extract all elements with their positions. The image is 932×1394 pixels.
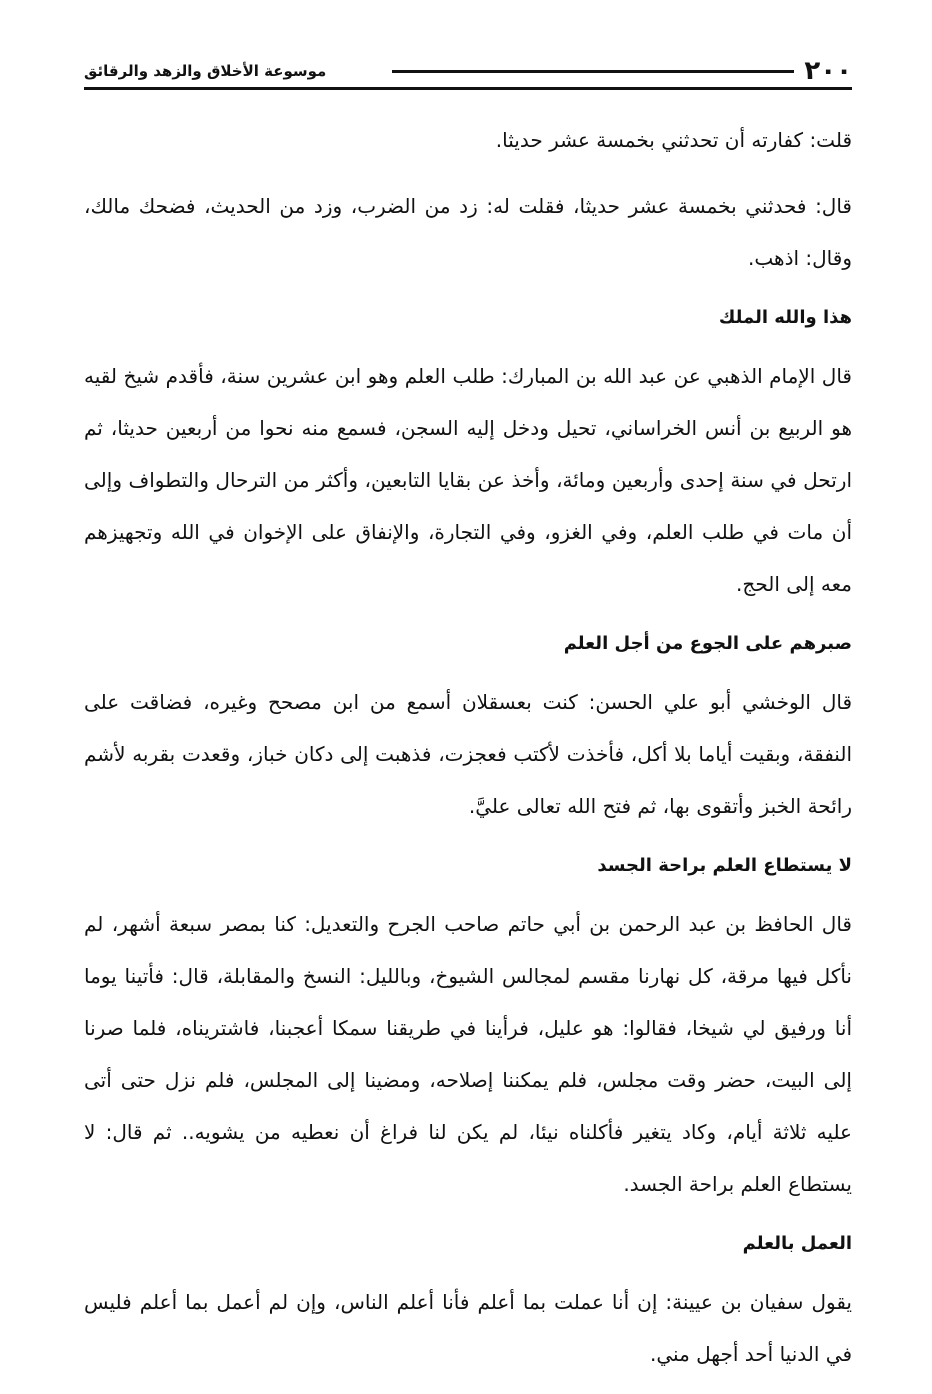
section-heading: صبرهم على الجوع من أجل العلم — [563, 633, 852, 654]
paragraph: قال الوخشي أبو علي الحسن: كنت بعسقلان أسمع من ابن مصحح وغيره، فضاقت على النفقة، وبقيت أياما بلا أكل، فأخذت لأكتب فعجزت، فذهبت إلى دكان خباز، وقعدت بقربه لأشم رائحة الخبز وأتقوى بها، ثم فتح الله تعالى عليَّ. — [84, 690, 852, 818]
book-title: موسوعة الأخلاق والزهد والرقائق — [84, 62, 327, 80]
paragraph: يقول سفيان بن عيينة: إن أنا عملت بما أعلم فأنا أعلم الناس، وإن لم أعمل بما أعلم فليس في الدنيا أحد أجهل مني. — [84, 1290, 852, 1366]
section-heading: العمل بالعلم — [742, 1233, 852, 1254]
page-header — [84, 52, 852, 92]
page-content — [84, 114, 852, 1394]
section-heading: لا يستطاع العلم براحة الجسد — [597, 855, 852, 876]
paragraph: قال الإمام الذهبي عن عبد الله بن المبارك: طلب العلم وهو ابن عشرين سنة، فأقدم شيخ لقيه هو الربيع بن أنس الخراساني، تحيل ودخل إليه السجن، فسمع منه نحوا من أربعين حديثا، ثم ارتحل في سنة إحدى وأربعين ومائة، وأخذ عن بقايا التابعين، وأكثر من الترحال والتطواف وإلى أن مات في طلب العلم، وفي الغزو، وفي التجارة، والإنفاق على الإخوان في الله وتجهيزهم معه إلى الحج. — [84, 364, 852, 596]
paragraph: قال: فحدثني بخمسة عشر حديثا، فقلت له: زد من الضرب، وزد من الحديث، فضحك مالك، وقال: اذهب. — [84, 194, 852, 270]
paragraph: قال الحافظ بن عبد الرحمن بن أبي حاتم صاحب الجرح والتعديل: كنا بمصر سبعة أشهر، لم نأكل فيها مرقة، كل نهارنا مقسم لمجالس الشيوخ، وبالليل: النسخ والمقابلة، قال: فأتينا يوما أنا ورفيق لي شيخا، فقالوا: هو عليل، فرأينا في طريقنا سمكا أعجبنا، فاشتريناه، فلما صرنا إلى البيت، حضر وقت مجلس، فلم يمكننا إصلاحه، ومضينا إلى المجلس، فلم نزل حتى أتى عليه ثلاثة أيام، وكاد يتغير فأكلناه نيئا، لم يكن لنا فراغ أن نعطيه من يشويه.. ثم قال: لا يستطاع العلم براحة الجسد. — [84, 912, 852, 1196]
section-heading: هذا والله الملك — [718, 307, 852, 328]
paragraph: قلت: كفارته أن تحدثني بخمسة عشر حديثا. — [495, 128, 852, 152]
page-number: ٢٠٠ — [804, 56, 852, 86]
header-bottom-rule — [84, 87, 852, 90]
header-rule — [392, 70, 794, 73]
